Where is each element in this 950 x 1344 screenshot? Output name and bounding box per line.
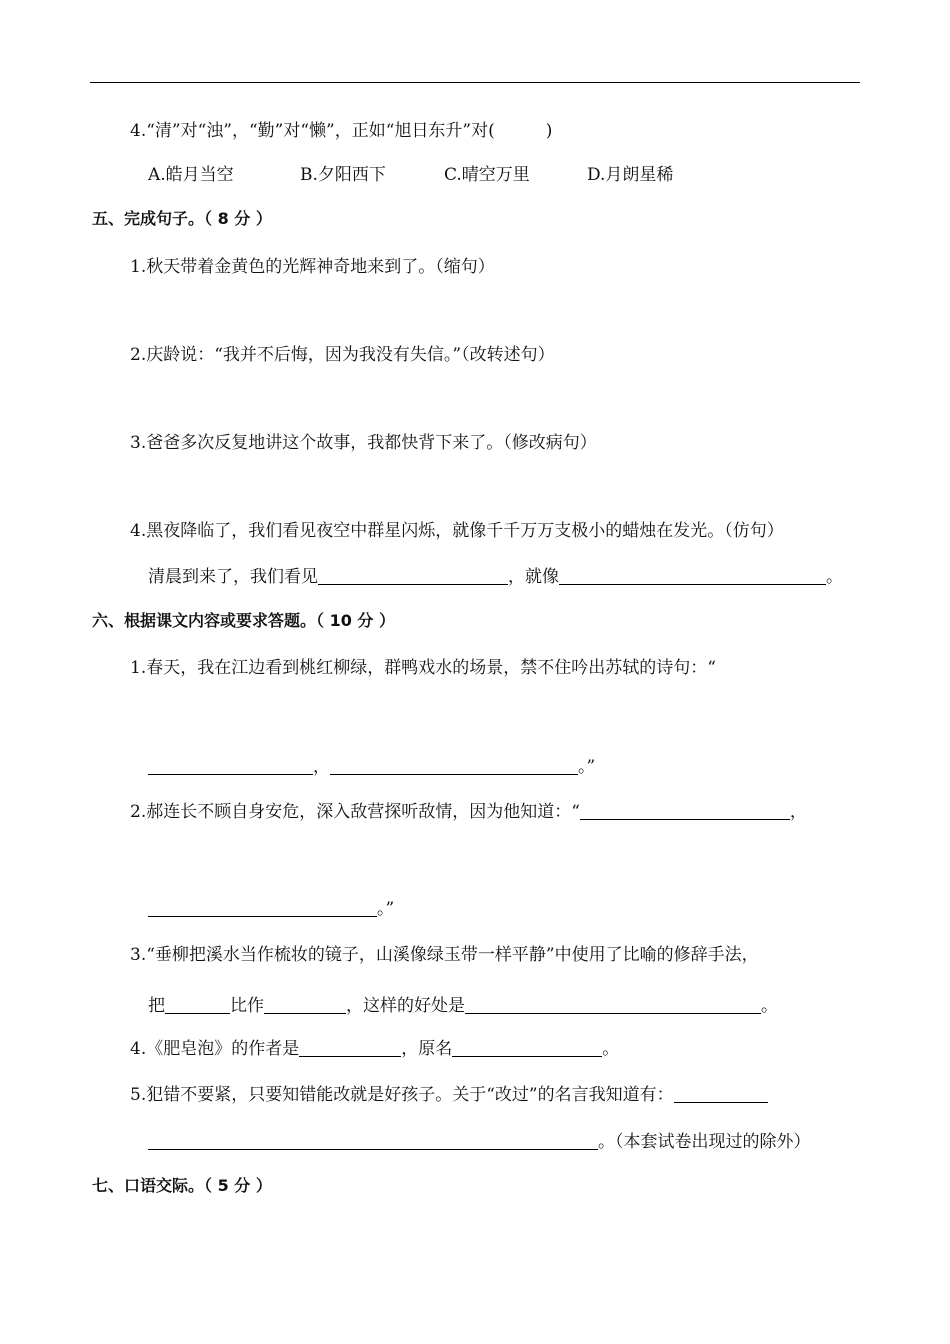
section-7-title: 七、口语交际。（ 5 分 ）: [92, 1176, 272, 1195]
option-b[interactable]: B.夕阳西下: [300, 165, 386, 185]
answer-blank[interactable]: [330, 756, 578, 775]
fill-text: 。: [826, 567, 843, 587]
s5-question-2: 2.庆龄说：“我并不后悔，因为我没有失信。”（改转述句）: [130, 345, 555, 365]
answer-blank[interactable]: [674, 1084, 768, 1103]
s6-question-4: [130, 1037, 619, 1061]
answer-blank[interactable]: [148, 756, 313, 775]
top-rule: [90, 82, 860, 83]
answer-blank[interactable]: [318, 566, 508, 585]
fill-text: 。”: [578, 757, 596, 777]
s5-question-3: 3.爸爸多次反复地讲这个故事，我都快背下来了。（修改病句）: [130, 433, 597, 453]
s6-question-5-fill: [148, 1130, 811, 1154]
s6-question-1: 1.春天，我在江边看到桃红柳绿，群鸭戏水的场景，禁不住吟出苏轼的诗句：“: [130, 658, 716, 678]
answer-blank[interactable]: [465, 995, 761, 1014]
s6-question-5: [130, 1083, 768, 1107]
fill-text: 。”: [377, 899, 395, 919]
question-4-text: 4.“清”对“浊”，“勤”对“懒”，正如“旭日东升”对( ): [130, 121, 553, 141]
fill-text: 清晨到来了，我们看见: [148, 567, 318, 587]
s6-question-3-fill: [148, 994, 778, 1018]
section-5-title: 五、完成句子。（ 8 分 ）: [92, 209, 272, 228]
question-text: 5.犯错不要紧，只要知错能改就是好孩子。关于“改过”的名言我知道有：: [130, 1085, 674, 1105]
s5-question-4: 4.黑夜降临了，我们看见夜空中群星闪烁，就像千千万万支极小的蜡烛在发光。（仿句）: [130, 521, 784, 541]
question-text: 4.《肥皂泡》的作者是: [130, 1039, 300, 1059]
s5-question-1: 1.秋天带着金黄色的光辉神奇地来到了。（缩句）: [130, 257, 495, 277]
answer-blank[interactable]: [148, 1131, 598, 1150]
fill-text: ，: [313, 757, 330, 777]
fill-text: ，原名: [401, 1039, 453, 1059]
answer-blank[interactable]: [148, 898, 377, 917]
answer-blank[interactable]: [165, 995, 230, 1014]
s5-question-4-fill: [148, 565, 843, 589]
answer-blank[interactable]: [559, 566, 826, 585]
answer-blank[interactable]: [452, 1038, 602, 1057]
option-a[interactable]: A.皓月当空: [148, 165, 234, 185]
s6-question-2-fill: [148, 897, 394, 921]
fill-text: 。: [602, 1039, 620, 1059]
s6-question-1-fill: [148, 755, 595, 779]
fill-text: ，这样的好处是: [346, 996, 465, 1016]
fill-text: 。（本套试卷出现过的除外）: [598, 1132, 811, 1152]
section-6-title: 六、根据课文内容或要求答题。（ 10 分 ）: [92, 611, 395, 630]
s6-question-2: [130, 800, 807, 824]
answer-blank[interactable]: [264, 995, 346, 1014]
fill-text: 。: [761, 996, 778, 1016]
answer-blank[interactable]: [299, 1038, 401, 1057]
s6-question-3: 3.“垂柳把溪水当作梳妆的镜子，山溪像绿玉带一样平静”中使用了比喻的修辞手法，: [130, 945, 759, 965]
question-text: 2.郝连长不顾自身安危，深入敌营探听敌情，因为他知道：“: [130, 802, 580, 822]
option-c[interactable]: C.晴空万里: [444, 165, 530, 185]
fill-text: ，就像: [508, 567, 559, 587]
option-d[interactable]: D.月朗星稀: [587, 165, 674, 185]
answer-blank[interactable]: [580, 801, 790, 820]
fill-text: 比作: [230, 996, 264, 1016]
question-4-options: [148, 163, 673, 187]
fill-text: 把: [148, 996, 165, 1016]
fill-text: ，: [789, 802, 807, 822]
